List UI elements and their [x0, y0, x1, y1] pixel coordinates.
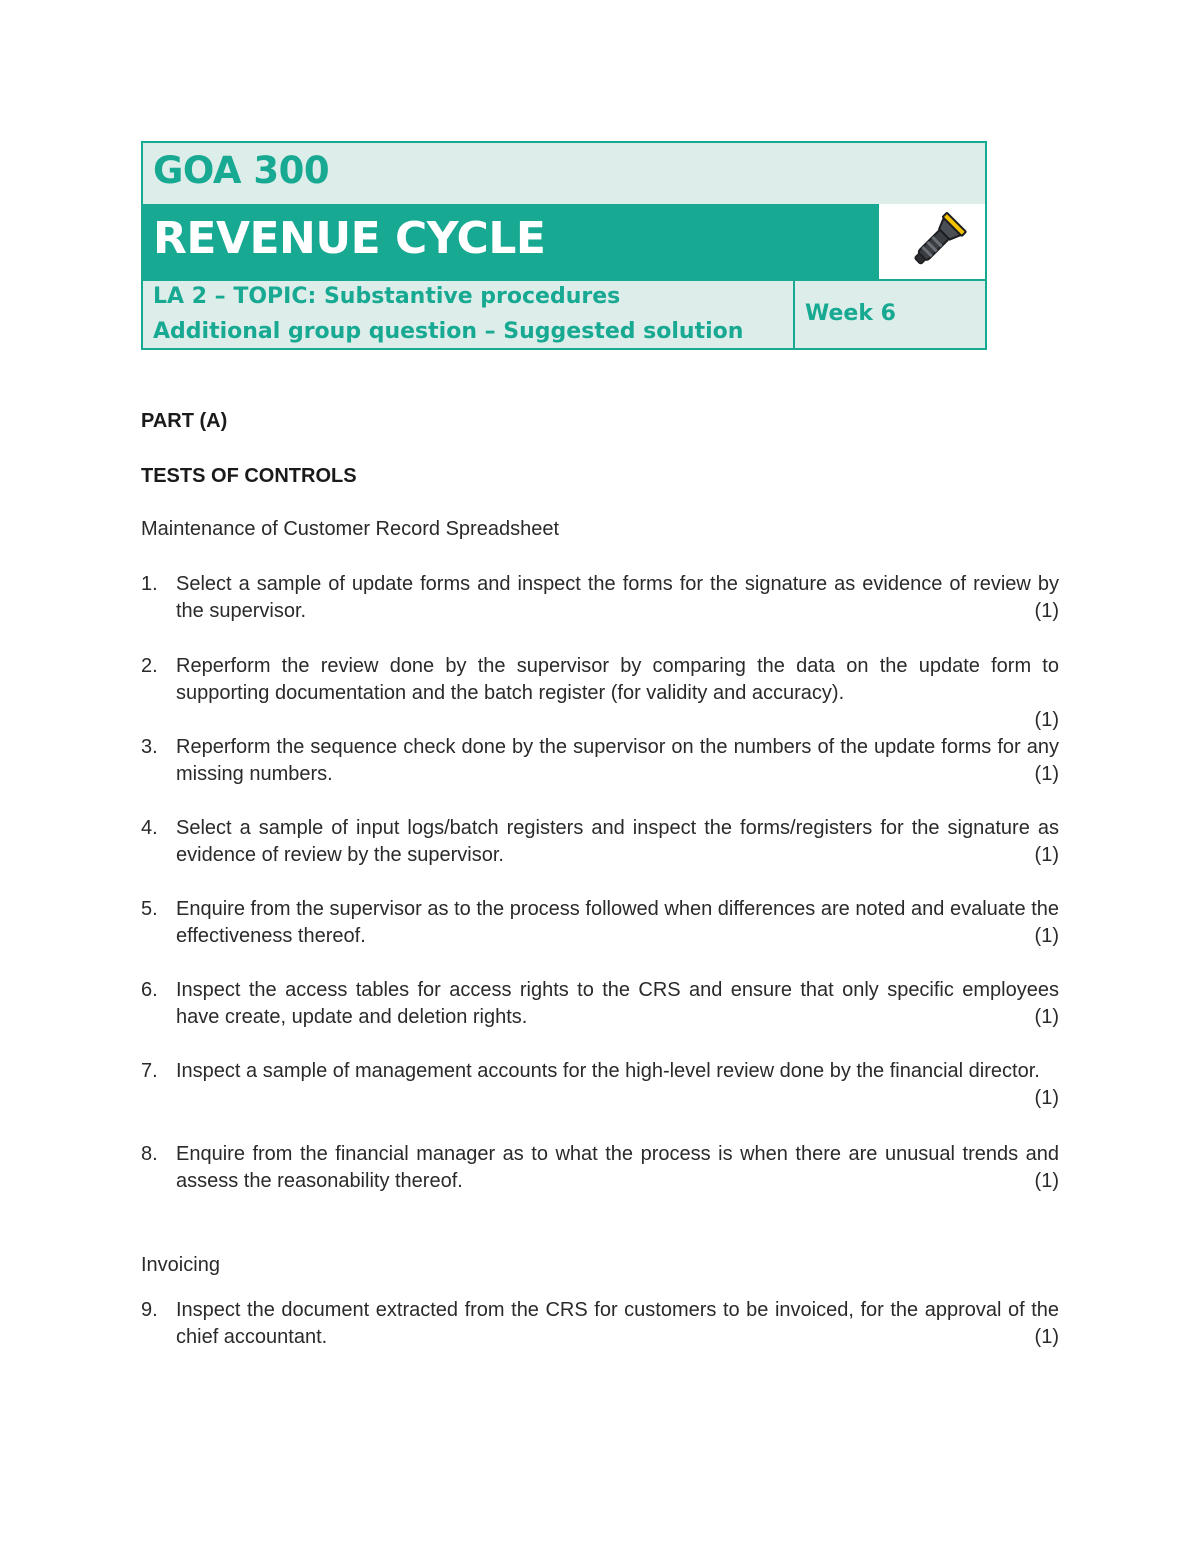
topic-row: [143, 279, 985, 348]
cycle-title-band: [143, 204, 877, 279]
item-mark: (1): [1034, 1326, 1059, 1348]
item-number: 4.: [141, 817, 158, 839]
course-row: [143, 143, 985, 206]
title-banner: [141, 141, 987, 350]
item-text: Reperform the sequence check done by the supervisor on the numbers of the update forms for any missing numbers.: [176, 736, 1059, 785]
week-label: Week 6: [805, 301, 896, 326]
cycle-row: [143, 204, 985, 281]
section-heading: TESTS OF CONTROLS: [141, 465, 357, 487]
item-number: 2.: [141, 655, 158, 677]
topic-line: LA 2 – TOPIC: Substantive procedures: [153, 284, 621, 309]
item-mark: (1): [1034, 600, 1059, 622]
item-text: Select a sample of update forms and inspect the forms for the signature as evidence of review by the supervisor.: [176, 573, 1059, 622]
subtitle-line: Additional group question – Suggested solution: [153, 319, 744, 344]
icon-cell: [877, 204, 985, 279]
item-number: 5.: [141, 898, 158, 920]
list-item: [141, 571, 1059, 625]
subsection-title: Maintenance of Customer Record Spreadsheet: [141, 518, 560, 540]
item-text: Inspect a sample of management accounts for the high-level review done by the financial director.: [176, 1060, 1040, 1082]
list-item: [141, 977, 1059, 1031]
list-item: [141, 1058, 1059, 1112]
item-mark: (1): [1034, 925, 1059, 947]
flashlight-icon: [901, 206, 973, 276]
item-mark: (1): [1034, 844, 1059, 866]
list-item: [141, 896, 1059, 950]
part-heading: PART (A): [141, 410, 228, 432]
item-number: 8.: [141, 1143, 158, 1165]
item-mark: (1): [1034, 1170, 1059, 1192]
cycle-title: REVENUE CYCLE: [153, 213, 546, 264]
list-item: [141, 815, 1059, 869]
item-number: 9.: [141, 1299, 158, 1321]
item-text: Select a sample of input logs/batch registers and inspect the forms/registers for the signature as evidence of review by the supervisor.: [176, 817, 1059, 866]
item-text: Inspect the document extracted from the CRS for customers to be invoiced, for the approval of the chief accountant.: [176, 1299, 1059, 1348]
item-number: 7.: [141, 1060, 158, 1082]
topic-cell: [143, 279, 795, 348]
list-item: [141, 734, 1059, 788]
item-number: 3.: [141, 736, 158, 758]
list-item: [141, 1141, 1059, 1195]
item-text: Enquire from the financial manager as to what the process is when there are unusual trends and assess the reasonability thereof.: [176, 1143, 1059, 1192]
item-text: Reperform the review done by the supervisor by comparing the data on the update form to supporting documentation and the batch register (for validity and accuracy).: [176, 655, 1059, 704]
list-item: [141, 653, 1059, 734]
item-text: Inspect the access tables for access rights to the CRS and ensure that only specific employees have create, update and deletion rights.: [176, 979, 1059, 1028]
item-mark: (1): [1034, 709, 1059, 731]
item-mark: (1): [1034, 1006, 1059, 1028]
item-number: 6.: [141, 979, 158, 1001]
item-number: 1.: [141, 573, 158, 595]
item-mark: (1): [1034, 1087, 1059, 1109]
list-item: [141, 1297, 1059, 1351]
subsection-title: Invoicing: [141, 1254, 220, 1276]
course-code: GOA 300: [153, 149, 330, 192]
item-text: Enquire from the supervisor as to the process followed when differences are noted and evaluate the effectiveness thereof.: [176, 898, 1059, 947]
item-mark: (1): [1034, 763, 1059, 785]
